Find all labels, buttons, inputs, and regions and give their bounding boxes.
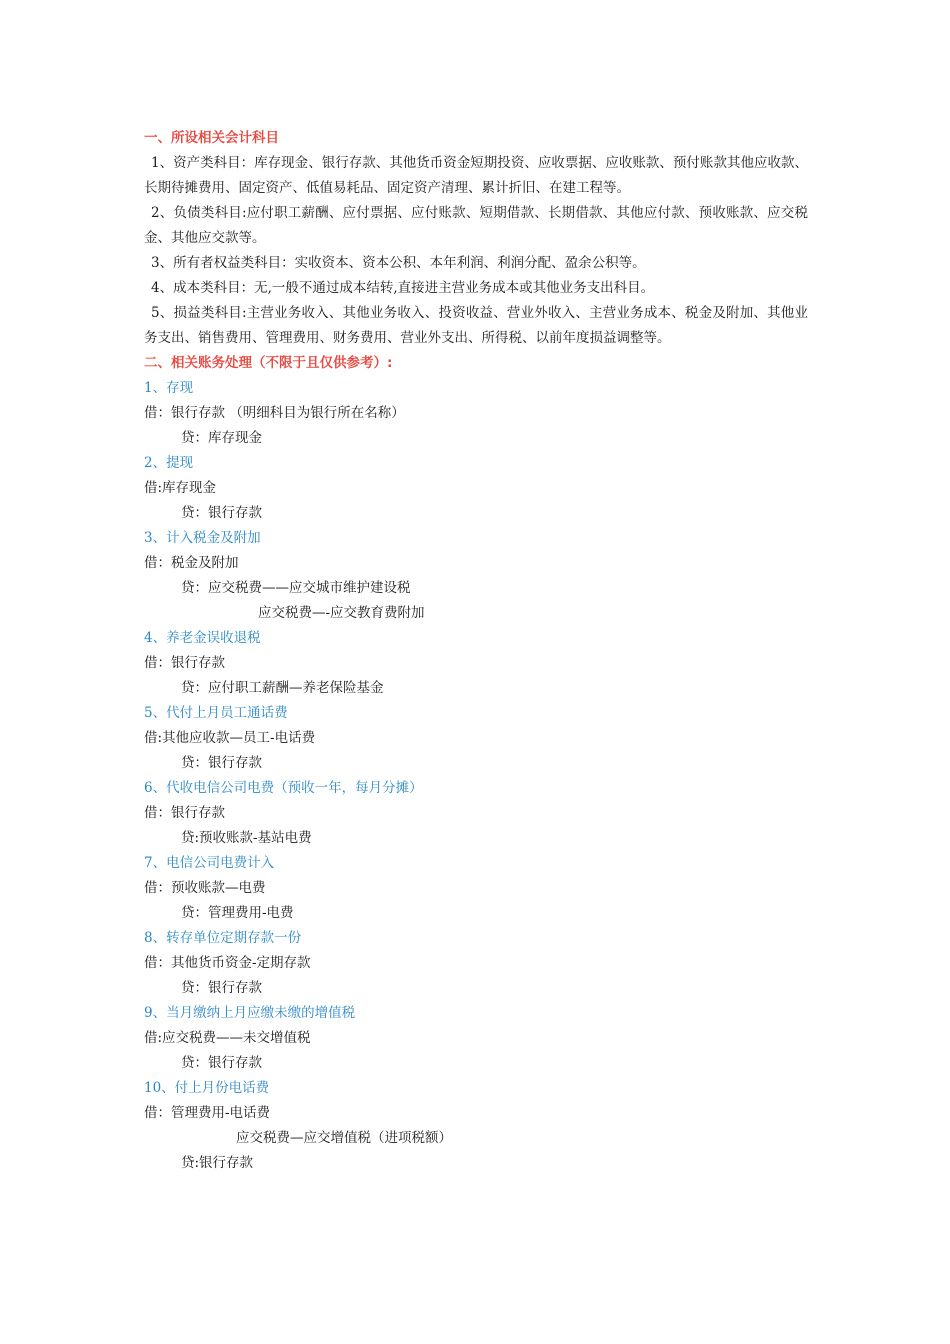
section2-title: 二、相关账务处理（不限于且仅供参考）:	[144, 355, 393, 371]
entry-debit: 借：预收账款—电费	[144, 880, 266, 896]
entry-title: 4、养老金误收退税	[144, 630, 261, 646]
entry-credit: 贷：银行存款	[181, 1055, 262, 1071]
entry-title: 8、转存单位定期存款一份	[144, 930, 302, 946]
entry-credit: 贷:银行存款	[181, 1155, 254, 1171]
entry-debit: 借:库存现金	[144, 480, 217, 496]
section1-title: 一、所设相关会计科目	[144, 130, 279, 146]
entry-title: 1、存现	[144, 380, 194, 396]
entry-debit: 借：银行存款	[144, 805, 225, 821]
entry-credit: 贷：银行存款	[181, 980, 262, 996]
entry-debit: 借：其他货币资金-定期存款	[144, 955, 311, 971]
document-page	[144, 126, 808, 1176]
entry-credit: 贷：应付职工薪酬—养老保险基金	[181, 680, 384, 696]
entry-title: 2、提现	[144, 455, 194, 471]
entry-debit: 借：税金及附加	[144, 555, 239, 571]
entry-title: 9、当月缴纳上月应缴未缴的增值税	[144, 1005, 356, 1021]
entry-credit-secondary: 应交税费—-应交教育费附加	[258, 605, 425, 621]
entry-debit: 借：管理费用-电话费	[144, 1105, 271, 1121]
entry-title: 10、付上月份电话费	[144, 1080, 270, 1096]
entry-title: 5、代付上月员工通话费	[144, 705, 288, 721]
entry-debit: 借:应交税费——未交增值税	[144, 1030, 311, 1046]
entry-debit: 借:其他应收款—员工-电话费	[144, 730, 316, 746]
entry-title: 6、代收电信公司电费（预收一年，每月分摊）	[144, 780, 423, 796]
entry-debit: 借：银行存款 （明细科目为银行所在名称）	[144, 405, 405, 421]
entry-debit: 借：银行存款	[144, 655, 225, 671]
entry-credit: 贷：管理费用-电费	[181, 905, 294, 921]
entry-credit: 贷：库存现金	[181, 430, 262, 446]
section1-item-2: 2、负债类科目:应付职工薪酬、应付票据、应付账款、短期借款、长期借款、其他应付款、预收账款、应交税金、其他应交款等。	[144, 205, 808, 246]
entry-credit: 贷：应交税费——应交城市维护建设税	[181, 580, 411, 596]
entry-credit: 贷:预收账款-基站电费	[181, 830, 312, 846]
section1-item-1: 1、资产类科目：库存现金、银行存款、其他货币资金短期投资、应收票据、应收账款、预付账款其他应收款、长期待摊费用、固定资产、低值易耗品、固定资产清理、累计折旧、在建工程等。	[144, 155, 808, 196]
entry-title: 3、计入税金及附加	[144, 530, 261, 546]
entry-title: 7、电信公司电费计入	[144, 855, 275, 871]
entry-debit-secondary: 应交税费—应交增值税（进项税额）	[236, 1130, 452, 1146]
section1-item-5: 5、损益类科目:主营业务收入、其他业务收入、投资收益、营业外收入、主营业务成本、税金及附加、其他业务支出、销售费用、管理费用、财务费用、营业外支出、所得税、以前年度损益调整等。	[144, 305, 808, 346]
entry-credit: 贷：银行存款	[181, 755, 262, 771]
section1-item-4: 4、成本类科目：无,一般不通过成本结转,直接进主营业务成本或其他业务支出科目。	[151, 280, 655, 296]
entry-credit: 贷：银行存款	[181, 505, 262, 521]
section1-item-3: 3、所有者权益类科目：实收资本、资本公积、本年利润、利润分配、盈余公积等。	[151, 255, 646, 271]
